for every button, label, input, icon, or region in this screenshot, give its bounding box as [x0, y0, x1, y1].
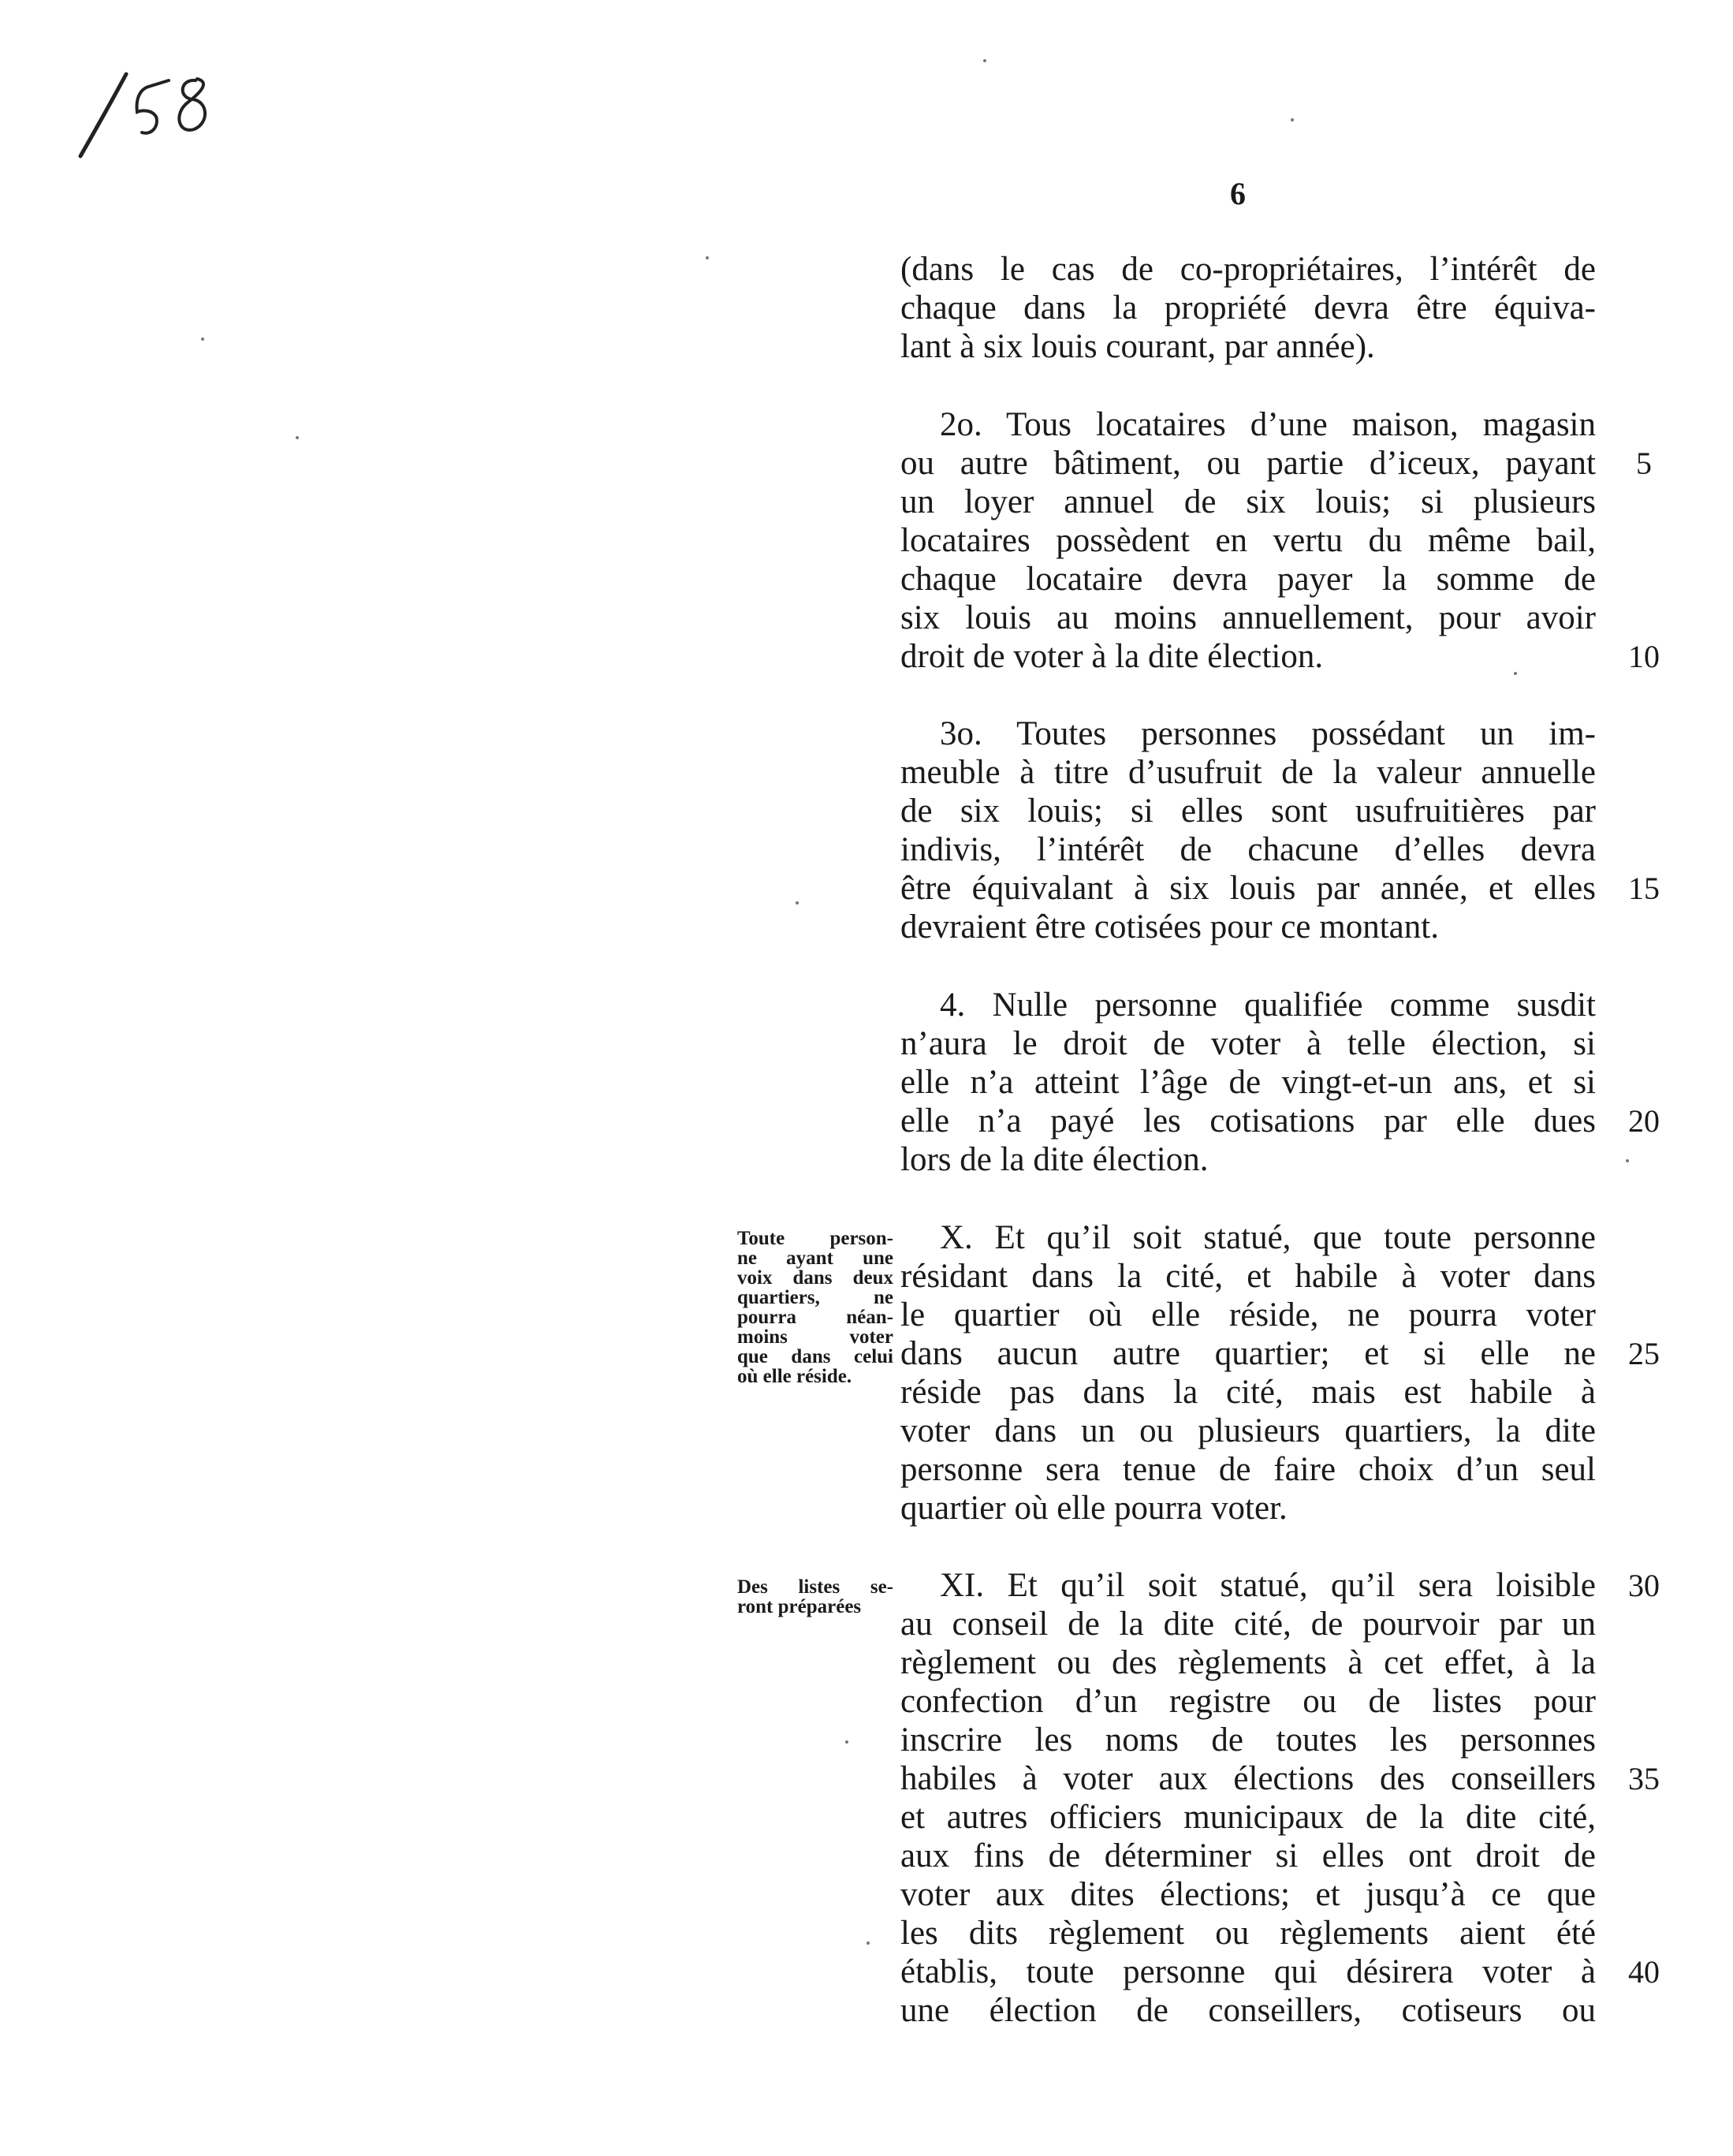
text-line: règlement ou des règlements à cet effet, à la [900, 1644, 1596, 1681]
text-line: voter dans un ou plusieurs quartiers, la dite [900, 1412, 1596, 1449]
line-number: 40 [1628, 1954, 1660, 1990]
line-number: 10 [1628, 639, 1660, 674]
scan-speck [983, 59, 986, 62]
scan-speck [706, 256, 709, 259]
text-line: être équivalant à six louis par année, et elles [900, 870, 1596, 907]
margin-note-line: Des listes se- [737, 1576, 893, 1598]
scan-speck [201, 338, 204, 341]
handwritten-folio-number [69, 63, 227, 166]
text-line: ou autre bâtiment, ou partie d’iceux, payant [900, 445, 1596, 482]
scan-speck [296, 436, 299, 439]
margin-note-line: moins voter [737, 1326, 893, 1348]
margin-note-line: voix dans deux [737, 1267, 893, 1289]
text-line: 4. Nulle personne qualifiée comme susdit [940, 987, 1596, 1024]
text-line: le quartier où elle réside, ne pourra voter [900, 1296, 1596, 1334]
margin-note-line: pourra néan- [737, 1307, 893, 1328]
text-line: de six louis; si elles sont usufruitières par [900, 793, 1596, 830]
text-line: chaque locataire devra payer la somme de [900, 561, 1596, 598]
text-line: habiles à voter aux élections des conseillers [900, 1760, 1596, 1797]
text-line: au conseil de la dite cité, de pourvoir par un [900, 1606, 1596, 1643]
text-line: elle n’a payé les cotisations par elle dues [900, 1102, 1596, 1140]
margin-note-line: ne ayant une [737, 1248, 893, 1269]
text-line: meuble à titre d’usufruit de la valeur annuelle [900, 754, 1596, 791]
text-line: X. Et qu’il soit statué, que toute personne [940, 1219, 1596, 1256]
scan-speck [796, 901, 799, 905]
scan-speck [1514, 672, 1517, 675]
text-line: personne sera tenue de faire choix d’un seul [900, 1451, 1596, 1488]
text-line: 2o. Tous locataires d’une maison, magasin [940, 406, 1596, 443]
line-number: 30 [1628, 1568, 1660, 1603]
text-line: chaque dans la propriété devra être équiva- [900, 289, 1596, 326]
text-line: et autres officiers municipaux de la dite cité, [900, 1799, 1596, 1836]
scan-speck [845, 1740, 848, 1744]
text-line: aux fins de déterminer si elles ont droit de [900, 1837, 1596, 1874]
paragraph-continuation [900, 250, 1596, 366]
margin-note-line: Toute person- [737, 1228, 893, 1249]
line-number: 35 [1628, 1761, 1660, 1796]
margin-note-single-vote [737, 1229, 893, 1386]
text-line: devraient être cotisées pour ce montant. [900, 908, 1439, 946]
line-number: 15 [1628, 871, 1660, 906]
text-line: inscrire les noms de toutes les personnes [900, 1721, 1596, 1759]
text-line: indivis, l’intérêt de chacune d’elles devra [900, 831, 1596, 868]
section-x [900, 1218, 1596, 1527]
text-line: XI. Et qu’il soit statué, qu’il sera loisible [940, 1567, 1596, 1604]
text-line: établis, toute personne qui désirera voter à [900, 1953, 1596, 1990]
margin-note-line: où elle réside. [737, 1366, 852, 1387]
text-line: elle n’a atteint l’âge de vingt-et-un ans, et si [900, 1064, 1596, 1101]
scan-speck [1291, 118, 1294, 121]
text-line: dans aucun autre quartier; et si elle ne [900, 1335, 1596, 1372]
text-line: une élection de conseillers, cotiseurs ou [900, 1992, 1596, 2029]
text-line: 3o. Toutes personnes possédant un im- [940, 715, 1596, 752]
scan-speck [1626, 1159, 1629, 1162]
paragraph-3o [900, 714, 1596, 946]
text-line: confection d’un registre ou de listes pour [900, 1683, 1596, 1720]
text-line: droit de voter à la dite élection. [900, 638, 1324, 675]
paragraph-4 [900, 986, 1596, 1179]
text-line: (dans le cas de co-propriétaires, l’intérêt de [900, 251, 1596, 288]
text-line: n’aura le droit de voter à telle élection, si [900, 1025, 1596, 1062]
margin-note-line: que dans celui [737, 1346, 893, 1367]
page-number: 6 [1230, 176, 1246, 211]
text-line: quartier où elle pourra voter. [900, 1490, 1288, 1527]
margin-note-lists [737, 1577, 893, 1617]
text-line: six louis au moins annuellement, pour avoir [900, 599, 1596, 636]
text-line: lors de la dite élection. [900, 1141, 1209, 1178]
text-line: les dits règlement ou règlements aient été [900, 1915, 1596, 1952]
section-xi [900, 1566, 1596, 2030]
line-number: 5 [1636, 446, 1652, 481]
margin-note-line: ront préparées [737, 1596, 862, 1617]
text-line: voter aux dites élections; et jusqu’à ce que [900, 1876, 1596, 1913]
scan-speck [866, 1942, 870, 1945]
text-line: un loyer annuel de six louis; si plusieurs [900, 483, 1596, 520]
text-line: réside pas dans la cité, mais est habile à [900, 1374, 1596, 1411]
text-line: lant à six louis courant, par année). [900, 328, 1375, 365]
text-line: résidant dans la cité, et habile à voter dans [900, 1258, 1596, 1295]
paragraph-2o [900, 405, 1596, 676]
line-number: 20 [1628, 1103, 1660, 1139]
margin-note-line: quartiers, ne [737, 1287, 893, 1308]
line-number: 25 [1628, 1336, 1660, 1371]
text-line: locataires possèdent en vertu du même bail, [900, 522, 1596, 559]
